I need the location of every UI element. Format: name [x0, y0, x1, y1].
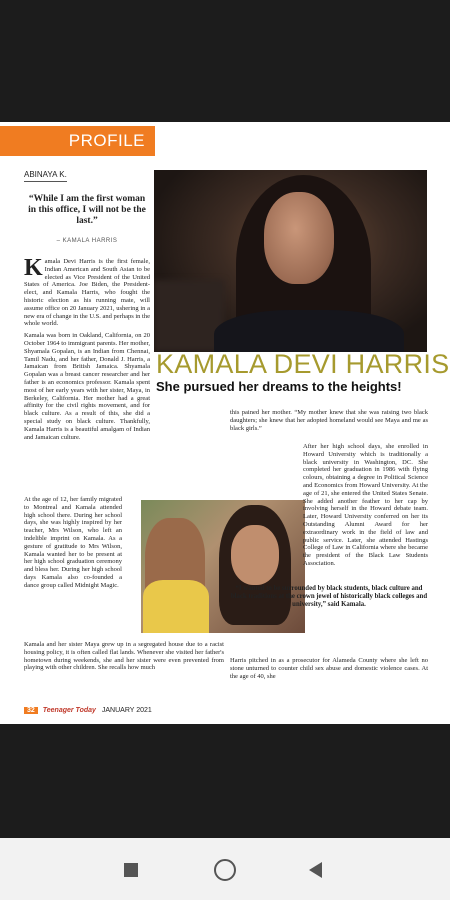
quote-attribution: – KAMALA HARRIS [56, 238, 118, 244]
paragraph-2: Kamala was born in Oakland, California, on 20 October 1964 to immigrant parents. Her mother, Shyamala Gopalan, is an Indian from Chennai, Tamil Nadu, and her father, Donald J. Harris, a Jamaican from British Jamaica. Shyamala Gopalan was a breast cancer researcher and her father is an economics professor. Kamala spent most of her early years with her sister, Maya, in Berkeley, California. Her mother had a great affinity for the civil rights movement, and for black culture. As a result of this, she did a special study on black culture. Thankfully, Kamala Harris is a beautiful amalgam of Indian and Jamaican culture. [24, 332, 150, 441]
triangle-back-icon [309, 862, 322, 878]
profile-section-tab [0, 126, 155, 156]
secondary-photo [141, 500, 305, 633]
home-button[interactable] [213, 858, 237, 882]
system-navigation-bar [0, 838, 450, 900]
author-byline: ABINAYA K. [24, 170, 67, 182]
back-button[interactable] [305, 858, 329, 882]
article-title: KAMALA DEVI HARRIS [156, 349, 450, 379]
pull-quote: “I wanted to be surrounded by black students, black culture and black traditions at the crown jewel of historically black colleges and university,” said Kamala. [230, 585, 428, 608]
main-portrait-photo [154, 170, 427, 352]
paragraph-1: amala Devi Harris is the first female, Indian American and South Asian to be elected as Vice President of the United States of America. Joe Biden, the President-elect, and Kamala Harris, who fought the historic election as his running mate, will assume office on 20 January 2021, ushering in a new era of change in the U.S. and perhaps in the whole world. [24, 258, 150, 328]
paragraph-7: Harris pitched in as a prosecutor for Alameda County where she left no stone unturned to counter child sex abuse and domestic violence cases. At the age of 40, she [230, 657, 428, 680]
quote-text: “While I am the first woman in this office, I will not be the last.” [28, 194, 146, 226]
square-icon [124, 863, 138, 877]
article-subtitle: She pursued her dreams to the heights! [156, 379, 402, 394]
paragraph-6: After her high school days, she enrolled in Howard University which is traditionally a black university in Washington, DC. She completed her graduation in 1986 with flying colours, obtaining a degree in Political Science and Economics from Howard University. At the age of 21, she entered the United States Senate. She added another feather to her cap by involving herself in the Howard debate team. Later, Howard University conferred on her its Outstanding Alumni Award for her extraordinary work in the field of law and public service. Later, she attended Hastings College of Law in California where she became the president of the Black Law Students Association. [303, 443, 428, 567]
issue-date: JANUARY 2021 [101, 707, 152, 714]
recents-button[interactable] [119, 858, 143, 882]
circle-icon [214, 859, 236, 881]
magazine-page[interactable] [0, 122, 450, 724]
top-dark-area [0, 0, 450, 122]
paragraph-4: Kamala and her sister Maya grew up in a segregated house due to a racist housing policy, it is often called flat lands. Whenever she visited her father's hometown during weekends, she and her sister were even prevented from playing with other children. She recalls how much [24, 641, 224, 672]
column-1-text [24, 255, 150, 441]
section-label: PROFILE [68, 131, 145, 150]
magazine-brand: Teenager Today [42, 707, 96, 714]
paragraph-5: this pained her mother. “My mother knew that she was raising two black daughters; she knew that her adopted homeland would see Maya and me as black girls.” [230, 409, 428, 432]
page-number: 32 [24, 707, 38, 714]
bottom-dark-area [0, 724, 450, 838]
drop-cap: K [24, 255, 43, 281]
paragraph-3: At the age of 12, her family migrated to Montreal and Kamala attended high school there. During her school days, she was highly inspired by her teacher, Mrs Wilson, who left an indelible imprint on Kamala. As a gesture of gratitude to Mrs Wilson, Kamala wanted her to be present at her high school graduation ceremony and bless her. During her high school days Kamala also co-founded a dance group called Midnight Magic. [24, 496, 122, 589]
page-footer [24, 707, 152, 714]
